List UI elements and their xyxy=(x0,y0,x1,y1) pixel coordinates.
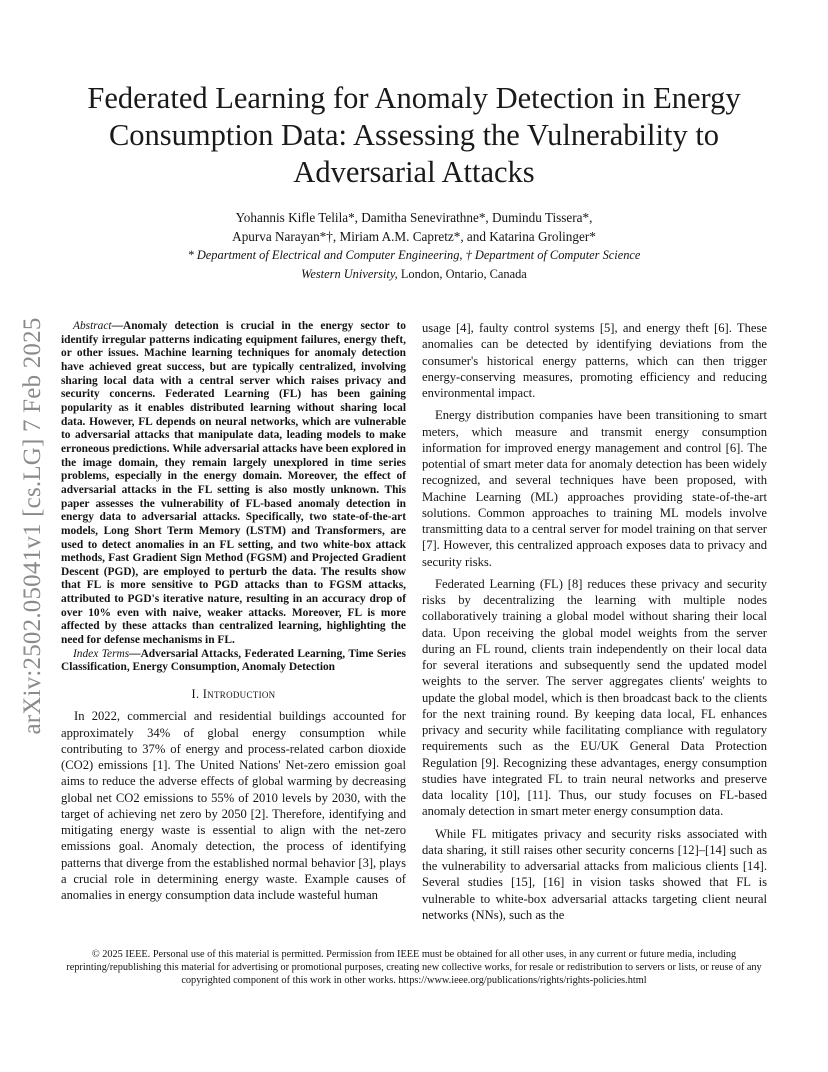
intro-paragraph-4: While FL mitigates privacy and security risks associated with data sharing, it still raises other security concerns [12]–[14] such as the vulnerability to adversarial attacks from malicious clients [14]. Several studies [15], [16] in vision tasks showed that FL is vulnerable to white-box adversarial attacks targeting client neural networks (NNs), such as the xyxy=(422,826,767,922)
right-column xyxy=(422,320,767,923)
intro-paragraph-3: Federated Learning (FL) [8] reduces these privacy and security risks by decentralizing the learning with multiple nodes collaboratively training a global model without sharing their local data. Upon receiving the global model weights from the server during an FL round, clients train independently on their local data for several iterations and subsequently send the updated model weights to the server. The server aggregates clients' weights to update the global model, which is then broadcast back to the clients for the next training round. By keeping data local, FL enhances privacy and security while facilitating compliance with regulatory requirements such as the EU/UK General Data Protection Regulation [9]. Recognizing these advantages, energy consumption studies have integrated FL to train neural networks and preserve data locality [10], [11]. Thus, our study focuses on FL-based anomaly detection in smart meter energy consumption data. xyxy=(422,576,767,819)
intro-paragraph-1: In 2022, commercial and residential buildings accounted for approximately 34% of global energy consumption while contributing to 37% of energy and process-related carbon dioxide (CO2) emissions [1]. The United Nations' Net-zero emission goal aims to reduce the adverse effects of global warming by decreasing global net CO2 emissions to 55% of 2010 levels by 2030, with the target of achieving net zero by 2050 [2]. Therefore, identifying and mitigating energy waste is essential to align with the net-zero emissions goal. Anomaly detection, the process of identifying patterns that diverge from the established normal behavior [3], plays a crucial role in determining energy waste. Example causes of anomalies in energy consumption data include wasteful human xyxy=(61,709,406,903)
authors-line-2: Apurva Narayan*†, Miriam A.M. Capretz*, and Katarina Grolinger* xyxy=(232,229,596,244)
abstract xyxy=(61,320,406,648)
arxiv-identifier xyxy=(16,296,50,756)
index-terms-text: —Adversarial Attacks, Federated Learning, Time Series Classification, Energy Consumption, Anomaly Detection xyxy=(61,647,406,674)
index-terms-label: Index Terms xyxy=(73,647,130,660)
left-column xyxy=(61,320,406,903)
section-heading: I. Introduction xyxy=(191,687,276,702)
arxiv-identifier-text: arXiv:2502.05041v1 [cs.LG] 7 Feb 2025 xyxy=(19,317,46,735)
paper-title: Federated Learning for Anomaly Detection in Energy Consumption Data: Assessing the Vulnerability to Adversarial Attacks xyxy=(87,81,741,189)
intro-paragraph-continued: usage [4], faulty control systems [5], and energy theft [6]. These anomalies can be detected by identifying deviations from the consumer's historical energy patterns, which can then trigger energy-conserving measures, promoting efficiency and reducing environmental impact. xyxy=(422,321,767,400)
index-terms xyxy=(61,648,406,675)
intro-paragraph-2: Energy distribution companies have been transitioning to smart meters, which measure and transmit energy consumption information for improved energy management and control [6]. The potential of smart meter data for anomaly detection has been widely recognized, and several techniques have been proposed, with Machine Learning (ML) approaches providing state-of-the-art solutions. Common approaches to training ML models involve transmitting data to a central server for model training on that server [7]. However, this centralized approach exposes data to privacy and security risks. xyxy=(422,408,767,569)
abstract-label: Abstract xyxy=(73,320,112,332)
affiliation-departments: * Department of Electrical and Computer Engineering, † Department of Computer Science xyxy=(187,248,641,262)
authors-line-1: Yohannis Kifle Telila*, Damitha Senevirathne*, Dumindu Tissera*, xyxy=(235,210,593,225)
copyright-footer: © 2025 IEEE. Personal use of this material is permitted. Permission from IEEE must be obtained for all other uses, in any current or future media, including reprinting/republishing this material for advertising or promotional purposes, creating new collective works, for resale or redistribution to servers or lists, or reuse of any copyrighted component of this work in other works. https://www.ieee.org/publications/rights/rights-policies.html xyxy=(66,949,762,987)
author-block xyxy=(60,208,768,284)
affiliation-university: Western University, London, Ontario, Canada xyxy=(301,267,527,281)
abstract-text: —Anomaly detection is crucial in the energy sector to identify irregular patterns indicating equipment failures, energy theft, or other issues. Machine learning techniques for anomaly detection have achieved great success, but are typically centralized, involving sharing local data with a central server which raises privacy and security concerns. Federated Learning (FL) has been gaining popularity as it enables distributed learning without sharing local data. However, FL depends on neural networks, which are vulnerable to adversarial attacks that manipulate data, leading models to make erroneous predictions. While adversarial attacks have been explored in the image domain, they remain largely unexplored in time series problems, especially in the energy domain. Moreover, the effect of adversarial attacks in the FL setting is also mostly unknown. This paper assesses the vulnerability of FL-based anomaly detection in energy data to adversarial attacks. Specifically, two state-of-the-art models, Long Short Term Memory (LSTM) and Transformers, are used to detect anomalies in an FL setting, and two white-box attack methods, Fast Gradient Sign Method (FGSM) and Projected Gradient Descent (PGD), are employed to perturb the data. The results show that FL is more sensitive to PGD attacks than to FGSM attacks, attributed to PGD's iterative nature, resulting in an accuracy drop of over 10% even with naive, weaker attacks. Moreover, FL is more affected by these attacks than centralized learning, highlighting the need for defense mechanisms in FL. xyxy=(61,320,406,647)
